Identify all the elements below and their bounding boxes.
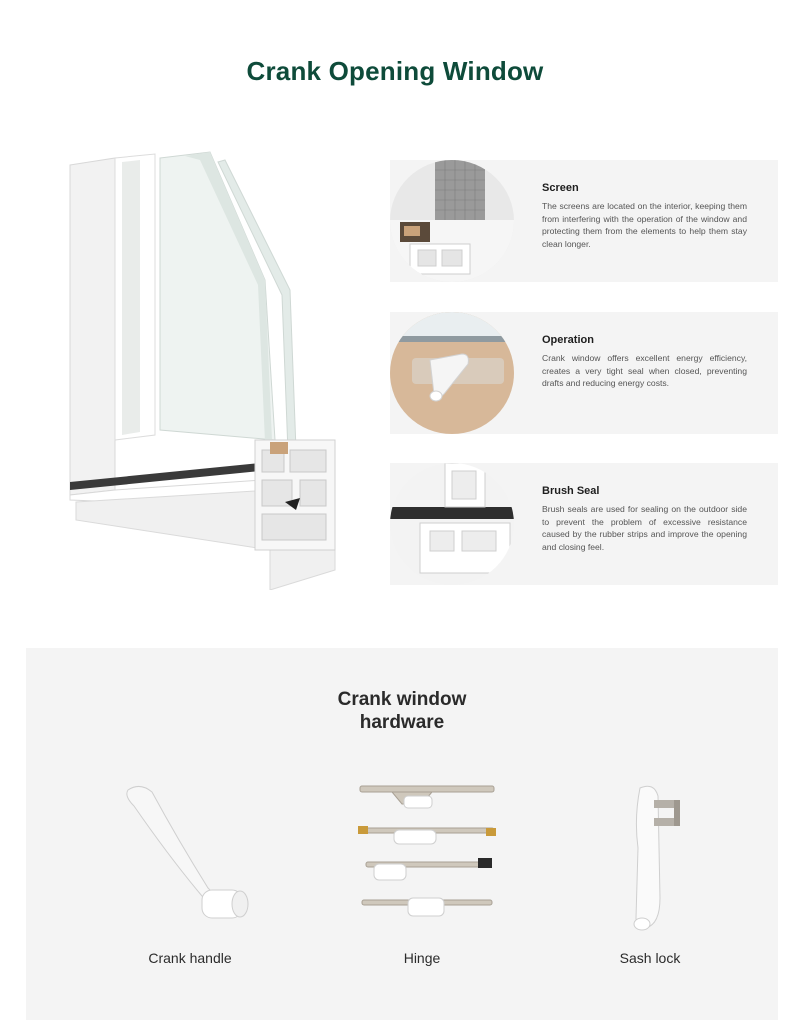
screen-mesh-illustration	[390, 160, 514, 282]
feature-brush-seal	[390, 463, 778, 585]
feature-description: Brush seals are used for sealing on the outdoor side to prevent the problem of excessive resistance caused by the rubber strips and improve the opening and closing feel.	[542, 504, 747, 552]
hardware-item-sash-lock	[550, 778, 750, 978]
sash-lock-icon	[550, 778, 750, 938]
feature-operation	[390, 312, 778, 434]
hardware-label: Sash lock	[619, 950, 681, 966]
feature-title: Screen	[542, 182, 579, 194]
hardware-title	[26, 688, 778, 734]
hardware-item-hinge	[322, 778, 522, 978]
feature-description: The screens are located on the interior, keeping them from interfering with the operation of the window and protecting them from the elements to help them stay clean longer.	[542, 201, 747, 249]
feature-title: Brush Seal	[542, 485, 600, 497]
page-title: Crank Opening Window	[246, 56, 544, 86]
feature-description: Crank window offers excellent energy efficiency, creates a very tight seal when closed, preventing drafts and reducing energy costs.	[542, 353, 747, 389]
hardware-item-crank-handle	[90, 778, 290, 978]
brush-seal-detail-image	[390, 463, 514, 585]
hardware-label: Hinge	[403, 950, 441, 966]
hardware-label: Crank handle	[148, 950, 232, 966]
window-corner-illustration	[60, 150, 350, 590]
hinge-icon	[322, 778, 522, 938]
window-profile-image	[60, 150, 350, 590]
hardware-title-line1: Crank window	[337, 689, 467, 710]
feature-screen	[390, 160, 778, 282]
crank-handle-icon	[90, 778, 290, 938]
screen-detail-image	[390, 160, 514, 282]
hardware-title-line2: hardware	[359, 712, 445, 733]
hardware-section	[26, 648, 778, 1020]
brush-seal-illustration	[390, 463, 514, 585]
operation-detail-image	[390, 312, 514, 434]
feature-title: Operation	[542, 334, 594, 346]
crank-operator-illustration	[390, 312, 514, 434]
